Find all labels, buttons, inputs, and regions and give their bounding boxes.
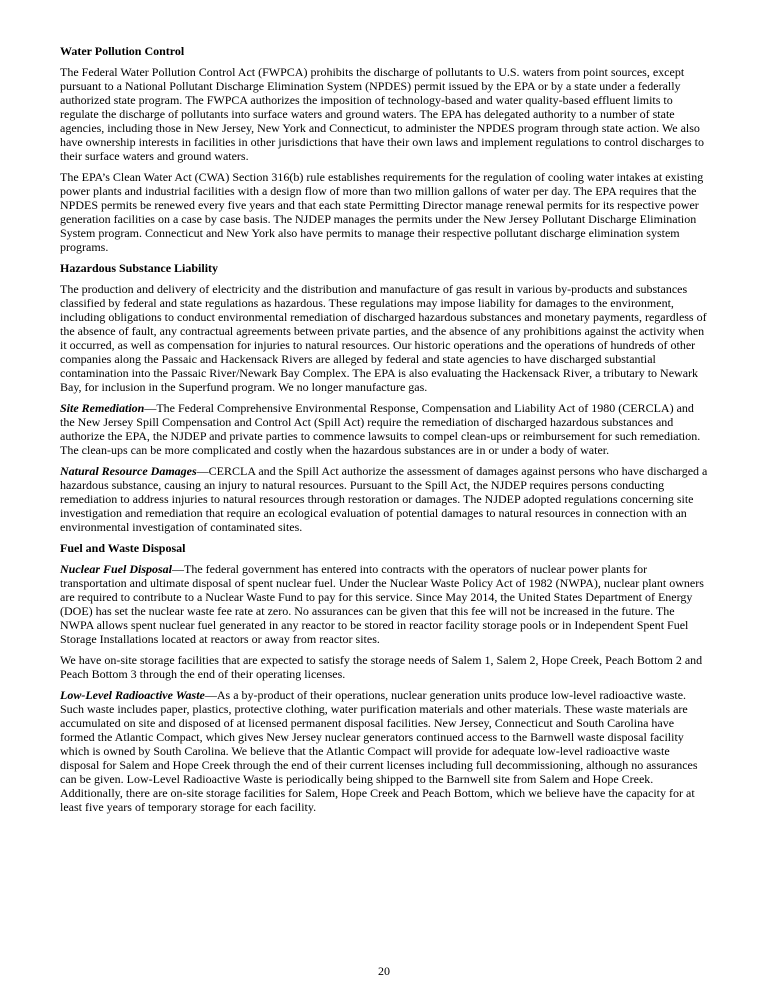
paragraph-fwpca: The Federal Water Pollution Control Act (FWPCA) prohibits the discharge of pollutants to U.S. waters from point sources, except pursuant to a National Pollutant Discharge Elimination System (NPDES) permit issued by the EPA or by a state under a federally authorized state program. The FWPCA authorizes the imposition of technology-based and water quality-based effluent limits to regulate the discharge of pollutants into surface waters and ground waters. The EPA has delegated authority to a number of state agencies, including those in New Jersey, New York and Connecticut, to administer the NPDES program through state action. We also have ownership interests in facilities in other jurisdictions that have their own laws and implement regulations to control discharges to their surface waters and ground waters. [60,65,704,163]
text-low-level-radioactive-waste: —As a by-product of their operations, nuclear generation units produce low-level radioactive waste. Such waste includes paper, plastics, protective clothing, water purification materials and other materials. These waste materials are accumulated on site and disposed of at licensed permanent disposal facilities. New Jersey, Connecticut and South Carolina have formed the Atlantic Compact, which gives New Jersey nuclear generators continued access to the Barnwell waste disposal facility which is owned by South Carolina. We believe that the Atlantic Compact will provide for adequate low-level radioactive waste disposal for Salem and Hope Creek through the end of their current licenses including full decommissioning, although no assurances can be given. Low-Level Radioactive Waste is periodically being shipped to the Barnwell site from Salem and Hope Creek. Additionally, there are on-site storage facilities for Salem, Hope Creek and Peach Bottom, which we believe have the capacity for at least five years of temporary storage for each facility. [60,688,698,814]
text-natural-resource-damages: —CERCLA and the Spill Act authorize the assessment of damages against persons who have discharged a hazardous substance, causing an injury to natural resources. Pursuant to the Spill Act, the NJDEP requires persons conducting remediation to address injuries to natural resources through restoration or damages. The NJDEP adopted regulations concerning site investigation and remediation that require an ecological evaluation of potential damages to natural resources in connection with an environmental investigation of contaminated sites. [60,464,708,534]
text-site-remediation: —The Federal Comprehensive Environmental Response, Compensation and Liability Act of 1980 (CERCLA) and the New Jersey Spill Compensation and Control Act (Spill Act) require the remediation of discharged hazardous substances and authorize the EPA, the NJDEP and private parties to commence lawsuits to compel clean-ups or reimbursement for such remediation. The clean-ups can be more complicated and costly when the hazardous substances are in or under a body of water. [60,401,701,457]
heading-hazardous-substance-liability: Hazardous Substance Liability [60,261,219,275]
paragraph-nuclear-fuel-disposal [60,562,710,646]
page-number: 20 [378,964,390,978]
document-page [60,44,710,821]
paragraph-natural-resource-damages [60,464,710,534]
lead-nuclear-fuel-disposal: Nuclear Fuel Disposal [60,562,173,576]
lead-low-level-radioactive-waste: Low-Level Radioactive Waste [60,688,205,702]
lead-natural-resource-damages: Natural Resource Damages [60,464,197,478]
heading-fuel-and-waste-disposal: Fuel and Waste Disposal [60,541,186,555]
paragraph-onsite-storage: We have on-site storage facilities that are expected to satisfy the storage needs of Salem 1, Salem 2, Hope Creek, Peach Bottom 2 and Peach Bottom 3 through the end of their operating licenses. [60,653,703,681]
paragraph-cwa-316b: The EPA’s Clean Water Act (CWA) Section 316(b) rule establishes requirements for the regulation of cooling water intakes at existing power plants and industrial facilities with a design flow of more than two million gallons of water per day. The EPA requires that the NPDES permits be renewed every five years and that each state Permitting Director manage renewal permits for its respective power generation facilities on a case by case basis. The NJDEP manages the permits under the New Jersey Pollutant Discharge Elimination System program. Connecticut and New York also have permits to manage their respective pollutant discharge elimination system programs. [60,170,704,254]
paragraph-hazardous-overview: The production and delivery of electricity and the distribution and manufacture of gas result in various by-products and substances classified by federal and state regulations as hazardous. These regulations may impose liability for damages to the environment, including obligations to conduct environmental remediation of discharged hazardous substances and monetary payments, regardless of the absence of fault, any contractual agreements between private parties, and the absence of any prohibitions against the activity when it occurred, as well as compensation for injuries to natural resources. Our historic operations and the operations of hundreds of other companies along the Passaic and Hackensack Rivers are alleged by federal and state agencies to have discharged substantial contamination into the Passaic River/Newark Bay Complex. The EPA is also evaluating the Hackensack River, a tributary to Newark Bay, for inclusion in the Superfund program. We no longer manufacture gas. [60,282,707,394]
text-nuclear-fuel-disposal: —The federal government has entered into contracts with the operators of nuclear power plants for transportation and ultimate disposal of spent nuclear fuel. Under the Nuclear Waste Policy Act of 1982 (NWPA), nuclear plant owners are required to contribute to a Nuclear Waste Fund to pay for this service. Since May 2014, the United States Department of Energy (DOE) has set the nuclear waste fee rate at zero. No assurances can be given that this fee will not be increased in the future. The NWPA allows spent nuclear fuel generated in any reactor to be stored in reactor facility storage pools or in Independent Spent Fuel Storage Installations located at reactors or away from reactor sites. [60,562,704,646]
paragraph-low-level-radioactive-waste [60,688,710,814]
lead-site-remediation: Site Remediation [60,401,145,415]
heading-water-pollution-control: Water Pollution Control [60,44,185,58]
paragraph-site-remediation [60,401,710,457]
